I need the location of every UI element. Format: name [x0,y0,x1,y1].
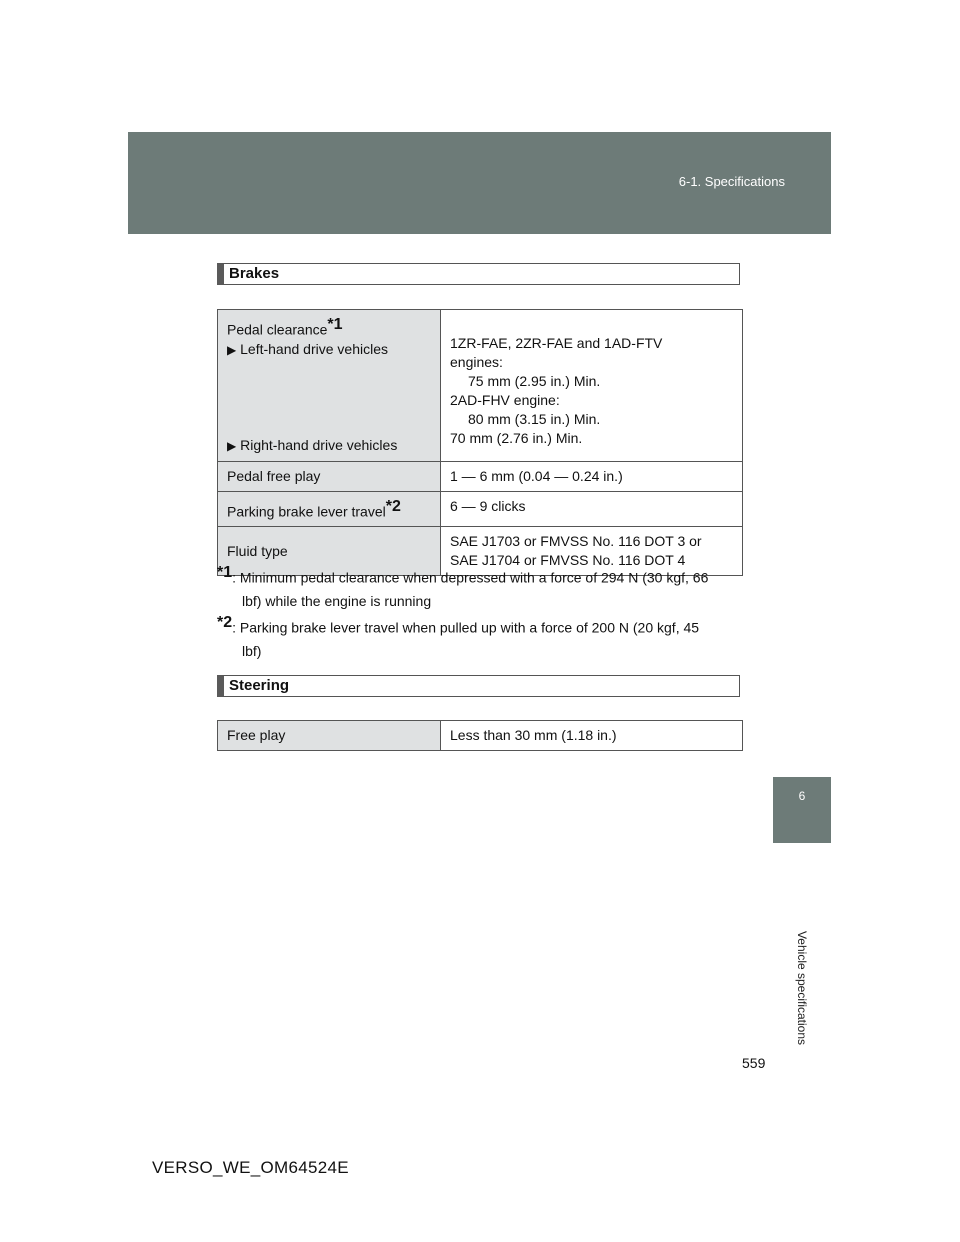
footnote-2-text: : Parking brake lever travel when pulled up with a force of 200 N (20 kgf, 45 [232,619,700,636]
section-label: 6-1. Specifications [678,174,785,189]
pedal-free-play-label: Pedal free play [218,461,441,491]
pedal-clearance-label-cell [218,310,441,462]
lhd-value-line: 80 mm (3.15 in.) Min. [468,411,601,427]
lhd-label: Left-hand drive vehicles [240,340,388,357]
brakes-heading-text: Brakes [229,265,280,282]
lhd-engines-line: engines: [450,354,503,370]
lhd-engines-line: 1ZR-FAE, 2ZR-FAE and 1AD-FTV [450,335,663,351]
header-band [128,132,831,234]
table-row [218,491,743,527]
footnote-mark-2: *2 [217,614,233,631]
fluid-type-label: Fluid type [218,527,441,576]
steering-table [217,720,743,751]
steering-free-play-value: Less than 30 mm (1.18 in.) [441,721,743,751]
lever-travel-value: 6 — 9 clicks [441,491,743,527]
lever-travel-label: Parking brake lever travel [227,503,386,520]
table-row [218,461,743,491]
rhd-value: 70 mm (2.76 in.) Min. [450,430,583,446]
steering-heading-text: Steering [229,677,290,694]
brakes-heading [217,263,740,285]
footnote-2 [217,611,743,663]
footnote-1 [217,561,743,613]
chapter-title: Vehicle specifications [795,930,809,1046]
table-row [218,310,743,462]
document-code: VERSO_WE_OM64524E [152,1158,349,1177]
rhd-label: Right-hand drive vehicles [240,436,398,453]
footnote-1-text: : Minimum pedal clearance when depressed with a force of 294 N (30 kgf, 66 [232,569,709,586]
lhd-engine-line: 2AD-FHV engine: [450,392,560,408]
steering-free-play-label: Free play [218,721,441,751]
footnote-ref-1: *1 [327,316,343,333]
footnote-ref-2: *2 [385,497,401,515]
triangle-bullet-icon: ▶ [227,342,237,357]
triangle-bullet-icon: ▶ [227,438,237,453]
footnote-2-continuation: lbf) [242,642,262,659]
table-row [218,721,743,751]
steering-heading [217,675,740,697]
pedal-clearance-label: Pedal clearance [227,321,328,338]
brakes-table [217,309,743,576]
chapter-number: 6 [798,789,806,803]
pedal-clearance-value-cell [441,310,743,462]
lhd-value-line: 75 mm (2.95 in.) Min. [468,373,601,389]
fluid-type-line: SAE J1703 or FMVSS No. 116 DOT 3 or [450,533,702,550]
lever-travel-label-cell [218,491,441,527]
fluid-type-line: SAE J1704 or FMVSS No. 116 DOT 4 [450,552,686,569]
chapter-tab [773,777,831,843]
footnote-1-continuation: lbf) while the engine is running [242,592,432,609]
footnote-mark-1: *1 [217,564,233,581]
page-number: 559 [742,1055,766,1071]
pedal-free-play-value: 1 — 6 mm (0.04 — 0.24 in.) [441,461,743,491]
